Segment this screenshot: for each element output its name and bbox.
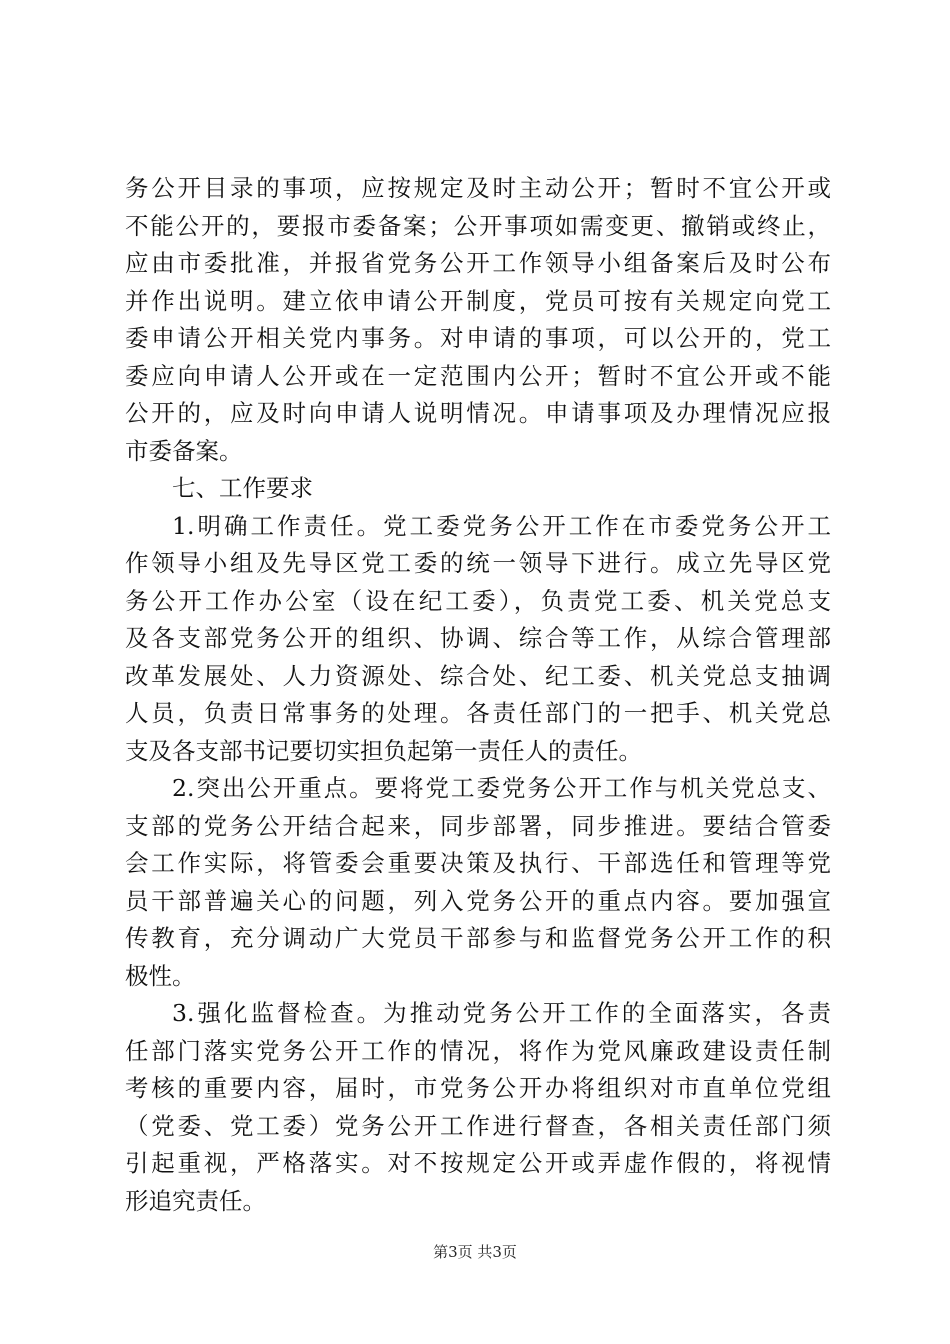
document-body <box>125 170 831 1220</box>
text-line: 传教育，充分调动广大党员干部参与和监督党务公开工作的积 <box>125 924 831 952</box>
text-line: 务公开工作办公室（设在纪工委），负责党工委、机关党总支 <box>125 586 831 615</box>
text-line: 不能公开的，要报市委备案；公开事项如需变更、撤销或终止， <box>125 211 831 240</box>
text-line: 2.突出公开重点。要将党工委党务公开工作与机关党总支、 <box>172 774 831 802</box>
text-line: 作领导小组及先导区党工委的统一领导下进行。成立先导区党 <box>125 549 831 577</box>
text-line: 务公开目录的事项，应按规定及时主动公开；暂时不宜公开或 <box>125 174 831 202</box>
text-line: 及各支部党务公开的组织、协调、综合等工作，从综合管理部 <box>125 624 831 652</box>
text-line: 七、工作要求 <box>172 474 313 502</box>
text-line: 支及各支部书记要切实担负起第一责任人的责任。 <box>125 736 642 765</box>
text-line: 3.强化监督检查。为推动党务公开工作的全面落实，各责 <box>172 999 831 1027</box>
text-line: 支部的党务公开结合起来，同步部署，同步推进。要结合管委 <box>125 811 831 840</box>
text-line: 会工作实际，将管委会重要决策及执行、干部选任和管理等党 <box>125 849 831 877</box>
text-line: （党委、党工委）党务公开工作进行督查，各相关责任部门须 <box>125 1111 831 1140</box>
text-line: 委应向申请人公开或在一定范围内公开；暂时不宜公开或不能 <box>125 361 831 390</box>
text-line: 并作出说明。建立依申请公开制度，党员可按有关规定向党工 <box>125 286 831 315</box>
text-line: 人员，负责日常事务的处理。各责任部门的一把手、机关党总 <box>125 699 831 727</box>
text-line: 1.明确工作责任。党工委党务公开工作在市委党务公开工 <box>172 511 831 540</box>
text-line: 员干部普遍关心的问题，列入党务公开的重点内容。要加强宣 <box>125 886 831 915</box>
text-line: 极性。 <box>125 961 196 990</box>
text-line: 委申请公开相关党内事务。对申请的事项，可以公开的，党工 <box>125 324 831 352</box>
text-line: 公开的，应及时向申请人说明情况。申请事项及办理情况应报 <box>125 399 831 427</box>
text-line: 应由市委批准，并报省党务公开工作领导小组备案后及时公布 <box>125 249 831 277</box>
text-line: 任部门落实党务公开工作的情况，将作为党风廉政建设责任制 <box>125 1036 831 1065</box>
text-line: 改革发展处、人力资源处、综合处、纪工委、机关党总支抽调 <box>125 661 831 690</box>
text-line: 引起重视，严格落实。对不按规定公开或弄虚作假的，将视情 <box>125 1149 831 1177</box>
text-line: 考核的重要内容，届时，市党务公开办将组织对市直单位党组 <box>125 1074 831 1102</box>
text-line: 形追究责任。 <box>125 1186 266 1215</box>
page-footer: 第3页 共3页 <box>433 1243 517 1261</box>
text-line: 市委备案。 <box>125 436 243 465</box>
